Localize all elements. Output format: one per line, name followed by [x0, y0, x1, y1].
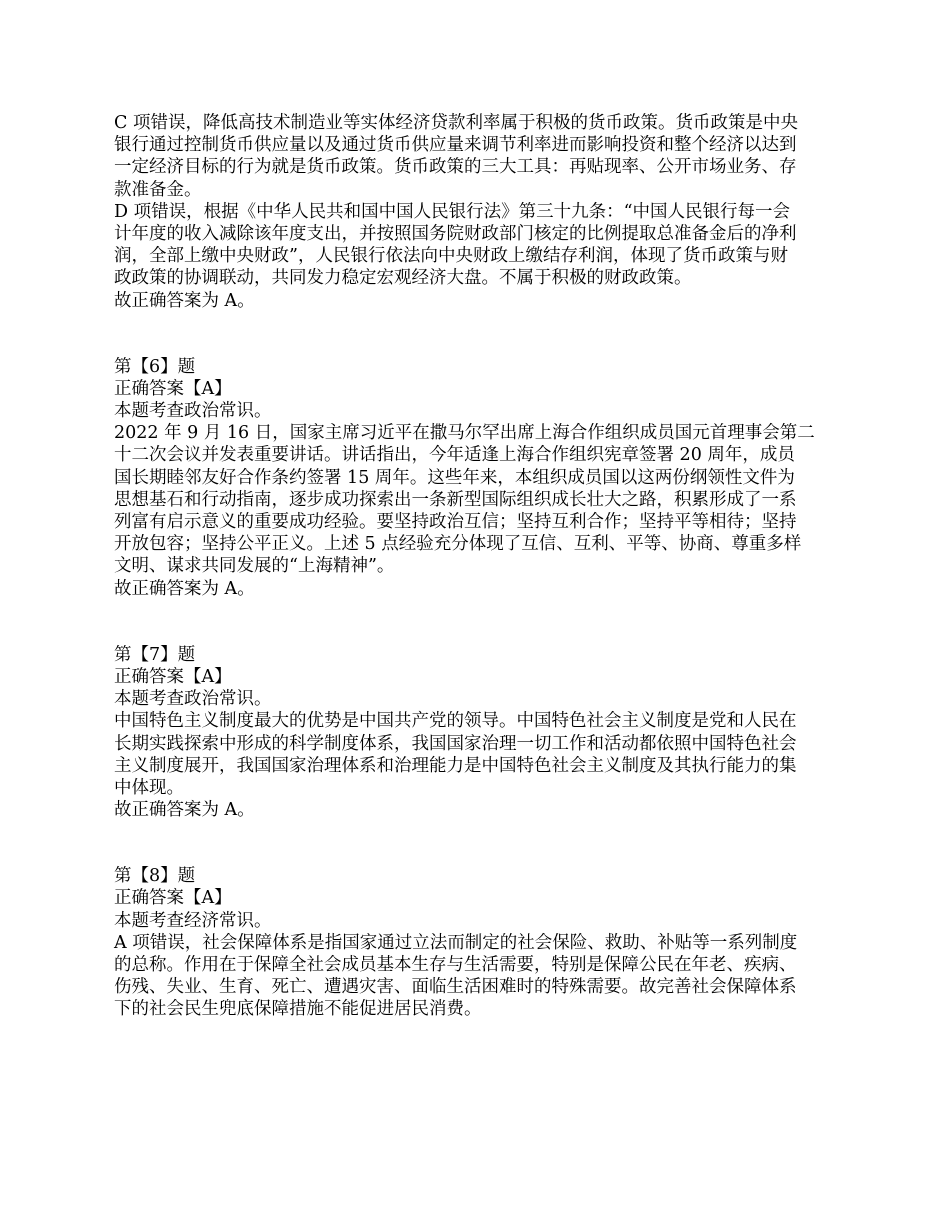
- explanation-line: 政政策的协调联动，共同发力稳定宏观经济大盘。不属于积极的财政政策。: [114, 268, 692, 289]
- question-7-block: [114, 644, 846, 822]
- explanation-line: A 项错误，社会保障体系是指国家通过立法而制定的社会保险、救助、补贴等一系列制度: [114, 932, 798, 953]
- explanation-line: 长期实践探索中形成的科学制度体系，我国国家治理一切工作和活动都依照中国特色社会: [114, 733, 797, 754]
- explanation-line: 的总称。作用在于保障全社会成员基本生存与生活需要，特别是保障公民在年老、疾病、: [114, 955, 797, 975]
- explanation-line: 伤残、失业、生育、死亡、遭遇灾害、面临生活困难时的特殊需要。故完善社会保障体系: [114, 977, 797, 998]
- conclusion-line: 故正确答案为 A。: [114, 578, 255, 599]
- explanation-line: D 项错误，根据《中华人民共和国中国人民银行法》第三十九条：“中国人民银行每一会: [114, 201, 791, 222]
- explanation-line: 思想基石和行动指南，逐步成功探索出一条新型国际组织成长壮大之路，积累形成了一系: [114, 489, 797, 510]
- explanation-line: 中国特色主义制度最大的优势是中国共产党的领导。中国特色社会主义制度是党和人民在: [114, 711, 797, 732]
- question-title: 第【6】题: [114, 356, 196, 377]
- explanation-line: 银行通过控制货币供应量以及通过货币供应量来调节利率进而影响投资和整个经济以达到: [114, 135, 797, 156]
- document-page: [114, 112, 846, 1021]
- explanation-line: 2022 年 9 月 16 日，国家主席习近平在撒马尔罕出席上海合作组织成员国元首理事会第二: [114, 423, 815, 444]
- prev-question-block: [114, 112, 846, 312]
- question-topic: 本题考查政治常识。: [114, 689, 272, 710]
- conclusion-line: 故正确答案为 A。: [114, 290, 255, 311]
- question-topic: 本题考查经济常识。: [114, 910, 272, 931]
- explanation-line: 开放包容；坚持公平正义。上述 5 点经验充分体现了互信、互利、平等、协商、尊重多样: [114, 534, 802, 555]
- question-8-block: [114, 865, 846, 1020]
- correct-answer: 正确答案【A】: [114, 378, 232, 399]
- explanation-line: 中体现。: [114, 777, 184, 798]
- explanation-line: 计年度的收入减除该年度支出，并按照国务院财政部门核定的比例提取总准备金后的净利: [114, 223, 797, 244]
- explanation-line: 一定经济目标的行为就是货币政策。货币政策的三大工具：再贴现率、公开市场业务、存: [114, 157, 797, 178]
- explanation-line: C 项错误，降低高技术制造业等实体经济贷款利率属于积极的货币政策。货币政策是中央: [114, 113, 798, 133]
- explanation-line: 款准备金。: [114, 179, 202, 200]
- explanation-line: 十二次会议并发表重要讲话。讲话指出，今年适逢上海合作组织宪章签署 20 周年，成员: [114, 445, 795, 466]
- conclusion-line: 故正确答案为 A。: [114, 800, 255, 821]
- question-title: 第【8】题: [114, 866, 196, 887]
- explanation-line: 列富有启示意义的重要成功经验。要坚持政治互信；坚持互利合作；坚持平等相待；坚持: [114, 512, 797, 532]
- question-6-block: [114, 356, 846, 600]
- correct-answer: 正确答案【A】: [114, 666, 232, 687]
- question-topic: 本题考查政治常识。: [114, 401, 272, 422]
- question-title: 第【7】题: [114, 644, 196, 665]
- explanation-line: 主义制度展开，我国国家治理体系和治理能力是中国特色社会主义制度及其执行能力的集: [114, 755, 797, 776]
- explanation-line: 润，全部上缴中央财政”，人民银行依法向中央财政上缴结存利润，体现了货币政策与财: [114, 246, 788, 267]
- correct-answer: 正确答案【A】: [114, 888, 232, 909]
- explanation-line: 国长期睦邻友好合作条约签署 15 周年。这些年来，本组织成员国以这两份纲领性文件为: [114, 467, 795, 488]
- explanation-line: 文明、谋求共同发展的“上海精神”。: [114, 556, 395, 577]
- explanation-line: 下的社会民生兜底保障措施不能促进居民消费。: [114, 999, 482, 1020]
